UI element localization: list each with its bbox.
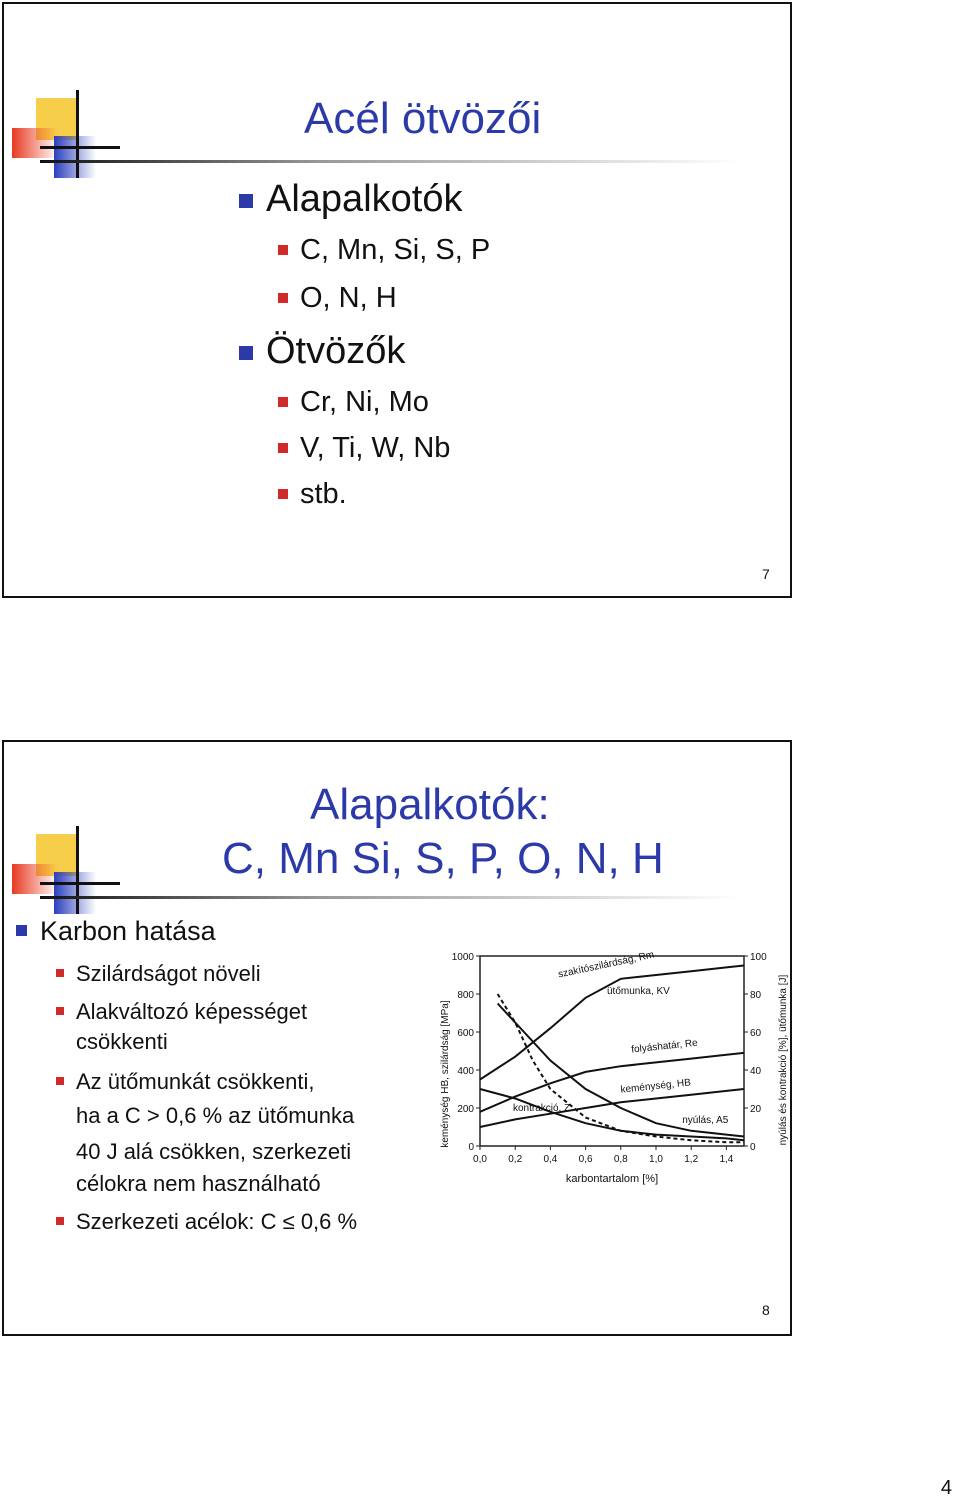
x-axis-label: karbontartalom [%] xyxy=(565,1173,659,1185)
bullet-alapalkotok: Alapalkotók xyxy=(266,178,463,220)
y-left-axis-label: keménység HB, szilárdság [MPa] xyxy=(440,1000,451,1148)
sub-bullet: stb. xyxy=(300,478,347,510)
sub-bullet: Alakváltozó képességet xyxy=(76,996,307,1027)
y-left-tick-label: 0 xyxy=(468,1142,474,1153)
series-line xyxy=(480,966,744,1080)
y-right-tick-label: 40 xyxy=(750,1066,762,1077)
x-tick-label: 1,0 xyxy=(649,1154,663,1165)
y-left-tick-label: 800 xyxy=(457,990,474,1001)
x-tick-label: 0,2 xyxy=(508,1154,523,1165)
y-left-tick-label: 200 xyxy=(457,1104,474,1115)
carbon-effect-chart xyxy=(432,942,802,1192)
y-right-tick-label: 60 xyxy=(750,1028,762,1039)
sub-bullet: Szilárdságot növeli xyxy=(76,958,261,989)
curve-label: nyúlás, A5 xyxy=(682,1115,729,1127)
y-left-tick-label: 600 xyxy=(457,1028,474,1039)
x-tick-label: 0,0 xyxy=(473,1154,487,1165)
slide-title-line1: Alapalkotók: xyxy=(310,780,550,829)
slide-logo-icon xyxy=(12,90,122,200)
sub-bullet: O, N, H xyxy=(300,282,397,314)
curve-label: folyáshatár, Re xyxy=(630,1037,699,1056)
slide-title: Acél ötvözői xyxy=(304,94,542,143)
sub-bullet-continuation: célokra nem használható xyxy=(76,1171,321,1196)
y-right-tick-label: 0 xyxy=(750,1142,756,1153)
curve-label: ütőmunka, KV xyxy=(606,986,670,997)
title-rule xyxy=(40,160,740,163)
document-page-number: 4 xyxy=(940,1477,952,1499)
x-tick-label: 1,2 xyxy=(684,1154,699,1165)
title-rule xyxy=(40,896,740,899)
x-tick-label: 0,6 xyxy=(578,1154,593,1165)
y-left-tick-label: 1000 xyxy=(451,952,474,963)
bullet-otvozok: Ötvözők xyxy=(266,330,406,372)
sub-bullet-continuation: csökkenti xyxy=(76,1029,168,1054)
curve-label: szakítószilárdság, Rm xyxy=(557,949,656,981)
x-tick-label: 0,4 xyxy=(543,1154,558,1165)
sub-bullet: Cr, Ni, Mo xyxy=(300,386,429,418)
y-right-tick-label: 80 xyxy=(750,990,762,1001)
sub-bullet-continuation: ha a C > 0,6 % az ütőmunka xyxy=(76,1103,355,1128)
x-tick-label: 1,4 xyxy=(719,1154,734,1165)
curve-label: kontrakció, Z xyxy=(512,1102,571,1114)
sub-bullet-continuation: 40 J alá csökken, szerkezeti xyxy=(76,1139,352,1164)
y-left-tick-label: 400 xyxy=(457,1066,474,1077)
y-right-tick-label: 20 xyxy=(750,1104,762,1115)
slide-7 xyxy=(2,2,792,598)
sub-bullet: V, Ti, W, Nb xyxy=(300,432,451,464)
sub-bullet: Szerkezeti acélok: C ≤ 0,6 % xyxy=(76,1206,357,1237)
bullet-karbon-hatasa: Karbon hatása xyxy=(40,916,216,946)
y-right-axis-label: nyúlás és kontrakció [%], ütőmunka [J] xyxy=(778,974,789,1146)
x-tick-label: 0,8 xyxy=(613,1154,628,1165)
y-right-tick-label: 100 xyxy=(750,952,767,963)
sub-bullet: Az ütőmunkát csökkenti, xyxy=(76,1066,314,1097)
sub-bullet: C, Mn, Si, S, P xyxy=(300,234,491,266)
slide-title-line2: C, Mn Si, S, P, O, N, H xyxy=(222,834,664,883)
curve-label: keménység, HB xyxy=(620,1077,692,1096)
slide-8 xyxy=(2,740,792,1336)
slide-page-number: 8 xyxy=(762,1302,770,1318)
slide-page-number: 7 xyxy=(762,566,770,582)
